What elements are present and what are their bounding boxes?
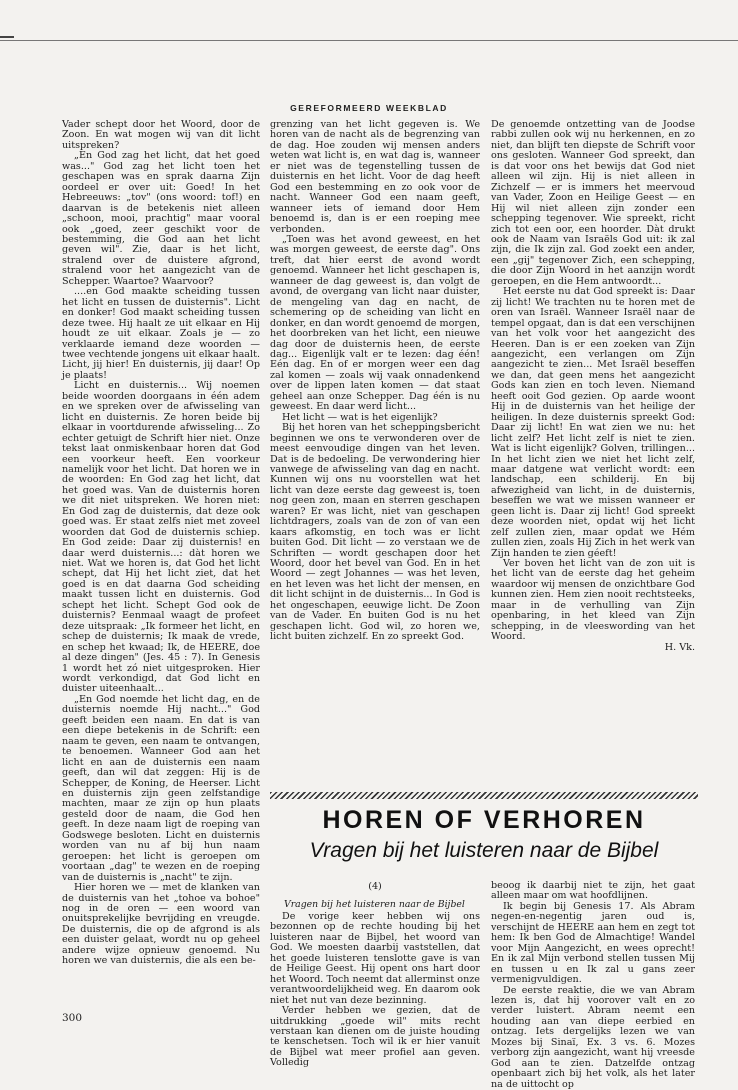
paragraph: beoog ik daarbij niet te zijn, het gaat alleen maar om wat hoofdlijnen. <box>491 880 695 902</box>
article-subheading: Vragen bij het luisteren naar de Bijbel <box>284 899 465 910</box>
author-signature: H. Vk. <box>664 641 695 653</box>
paragraph: De eerste reaktie, die we van Abram lezen is, dat hij voorover valt en zo verder luistert. Abram neemt een houding aan van diepe eerbied en ontzag. Iets dergelijks lezen we van Mozes bij Sinaï, Ex. 3 vs. 6. Mozes verborg zijn aangezicht, want hij vreesde God aan te zien. Datzelfde ontzag openbaart zich bij het volk, als het later na de uittocht op <box>491 984 695 1090</box>
paragraph: „En God zag het licht, dat het goed was..." God zag het licht toen het geschapen was en sprak daarna Zijn oordeel er over uit: Goed! In het Hebreeuws: „tov" (ons woord: tof!) en daarvan is de betekenis niet alleen „schoon, mooi, prachtig" maar vooral ook „goed, zeer geschikt voor de bestemming, die God aan het licht geven wil". Zie, daar is het licht, stralend over de duistere afgrond, stralend voor het aangezicht van de Schepper. Waartoe? Waarvoor? <box>62 150 260 287</box>
paragraph: Vader schept door het Woord, door de Zoon. En wat mogen wij van dit licht uitspreken? <box>62 119 260 151</box>
paragraph: Hier horen we — met de klanken van de duisternis van het „tohoe va bohoe" nog in de oren — een woord van onuitsprekelijke bevrijding en vreugde. De duisternis, die op de afgrond is als een duister gelaat, wordt nu op geheel andere wijze opnieuw genoemd. Nu horen we van duisternis, die als een be- <box>62 882 260 967</box>
column-2 <box>270 120 480 820</box>
paragraph: grenzing van het licht gegeven is. We horen van de nacht als de begrenzing van de dag. Hoe zouden wij mensen anders weten wat licht is, en wat dag is, wanneer er niet was de tegenstelling tussen de duisternis en het licht. Voor de dag heeft God een bestemming en zo ook voor de nacht. Wanneer God een naam geeft, wanneer iets of iemand door Hem benoemd is, dan is er een roeping mee verbonden. <box>270 119 480 235</box>
paragraph: Ver boven het licht van de zon uit is het licht van de eerste dag het geheim waardoor wij mensen de onzichtbare God kunnen zien. Hem zien nooit rechtsteeks, maar in de verhulling van Zijn openbaring, in het kleed van Zijn schepping, in de vleeswording van het Woord. <box>491 558 695 643</box>
paragraph: „En God noemde het licht dag, en de duisternis noemde Hij nacht..." God geeft beiden een naam. En dat is van een diepe betekenis in de Schrift: een naam te geven, een naam te ontvangen, te benoemen. Wanneer God aan het licht en aan de duisternis een naam geeft, dan wil dat zeggen: Hij is de Schepper, de Koning, de Heerser. Licht en duisternis zijn geen zelfstandige machten, maar ze zijn op hun plaats gesteld door de naam, die God hen geeft. In deze naam ligt de roeping van Godswege besloten. Licht en duisternis worden van nu af bij hun naam geroepen: het licht is geroepen om voortaan „dag" te wezen en de roeping van de duisternis is „nacht" te zijn. <box>62 693 260 883</box>
paragraph: Verder hebben we gezien, dat de uitdrukking „goede wil" mits recht verstaan kan dienen om de juiste houding te kenschetsen. Toch wil ik er hier vanuit de Bijbel wat meer profiel aan geven. Volledig <box>270 1005 480 1069</box>
paragraph: Het licht — wat is het eigenlijk? <box>282 411 438 423</box>
article-column-1 <box>270 911 480 1069</box>
paragraph: „Toen was het avond geweest, en het was morgen geweest, de eerste dag". Ons treft, dat hier eerst de avond wordt genoemd. Wanneer het licht geschapen is, wanneer de dag geweest is, dan volgt de avond, de overgang van licht naar duister, de mengeling van dag en nacht, de schemering op de scheiding van licht en donker, en dan wordt genoemd de morgen, het doorbreken van het licht, een nieuwe dag door de duisternis heen, de eerste dag... Eigenlijk valt er te lezen: dag één! Eén dag. En of er morgen weer een dag zal komen — zoals wij vaak onnadenkend over de lippen laten komen — dat staat geheel aan onze Schepper. Dag één is nu geweest. En daar werd licht... <box>270 233 480 413</box>
part-number: (4) <box>368 881 382 892</box>
running-header: GEREFORMEERD WEEKBLAD <box>290 103 448 113</box>
page-number: 300 <box>62 1012 83 1024</box>
paragraph: Licht en duisternis... Wij noemen beide woorden doorgaans in één adem en we spreken over de afwisseling van licht en duisternis. Ze horen beide bij elkaar in voortdurende afwisseling... Zo echter getuigt de Schrift hier niet. Onze tekst laat onmiskenbaar horen dat God een voorkeur heeft. Een voorkeur namelijk voor het licht. Dat horen we in de woorden: En God zag het licht, dat het goed was. Van de duisternis horen we dit niet uitspreken. We horen niet: En God zag de duisternis, dat deze ook goed was. Er staat zelfs niet met zoveel woorden dat God de duisternis schiep. En God zeide: Daar zij duisternis! en daar werd duisternis...: dàt horen we niet. Wat we horen is, dat God het licht schept, dat Hij het licht ziet, dat het goed is en dat daarna God scheiding maakt tussen licht en duisternis. God schept het licht. Schept God ook de duisternis? Eenmaal waagt de profeet deze uitspraak: „Ik formeer het licht, en schep de duisternis; Ik maak de vrede, en schep het kwaad; Ik, de HEERE, doe al deze dingen" (Jes. 45 : 7). In Genesis 1 wordt het zó niet uitgesproken. Hier wordt verkondigd, dat God licht en duister uiteenhaalt... <box>62 380 260 695</box>
column-1 <box>62 120 260 1070</box>
decorative-divider <box>270 792 698 799</box>
article-column-2 <box>491 880 695 1090</box>
top-rule <box>0 40 738 41</box>
article-title: HOREN OF VERHOREN <box>322 806 646 834</box>
paragraph: Ik begin bij Genesis 17. Als Abram negen-en-negentig jaren oud is, verschijnt de HEERE aan hem en zegt tot hem: Ik ben God de Almachtige! Wandel voor Mijn Aangezicht, en wees oprecht! En ik zal Mijn verbond stellen tussen Mij en tussen u en Ik zal u gans zeer vermenigvuldigen. <box>491 900 695 986</box>
paragraph: Bij het horen van het scheppingsbericht beginnen we ons te verwonderen over de meest eenvoudige dingen van het leven. Dat is de bedoeling. De verwondering hier vanwege de afwisseling van dag en nacht. Kunnen wij ons nu voorstellen wat het licht van deze eerste dag geweest is, toen nog geen zon, maan en sterren geschapen waren? Er was licht, niet van geschapen lichtdragers, zoals van de zon of van een kaars afkomstig, en toch was er licht buiten God. Dit licht — zo verstaan we de Schriften — wordt geschapen door het Woord, door het bevel van God. En in het Woord — zegt Johannes — was het leven, en het leven was het licht der mensen, en dit licht schijnt in de duisternis... In God is het ongeschapen, eeuwige licht. De Zoon van de Vader. En buiten God is nu het geschapen licht. God wil, zo horen we, licht buiten zichzelf. En zo spreekt God. <box>270 422 480 643</box>
paragraph: Het eerste nu dat God spreekt is: Daar zij licht! We trachten nu te horen met de oren van Israël. Wanneer Israël naar de tempel opgaat, dan is dat een verschijnen van het volk voor het aangezicht des Heeren. Dan is er een zoeken van Zijn aangezicht, een verlangen om Zijn aangezicht te zien... Met Israël beseffen we dan, dat geen mens het aangezicht Gods kan zien en toch leven. Niemand heeft ooit God gezien. Op aarde woont Hij in de duisternis van het heilige der heiligen. In deze duisternis spreekt God: Daar zij licht! En wat zien we nu: het licht zelf? Het licht zelf is niet te zien. Wat is licht eigenlijk? Golven, trillingen... In het licht zien we niet het licht zelf, maar datgene wat verlicht wordt: een landschap, een schilderij. En bij afwezigheid van licht, in de duisternis, beseffen we wat we missen wanneer er geen licht is. Daar zij licht! God spreekt deze woorden niet, opdat wij het licht zelf zullen zien, maar opdat we Hém zullen zien, zoals Hij Zich in het werk van Zijn handen te zien géeft! <box>491 286 695 559</box>
paragraph: De genoemde ontzetting van de Joodse rabbi zullen ook wij nu herkennen, en zo niet, dan blijft ten diepste de Schrift voor ons gesloten. Wanneer God spreekt, dan is dat voor ons het bewijs dat God niet alleen wil zijn. Hij is niet alleen in Zichzelf — er is immers het meervoud van Vader, Zoon en Heilige Geest — en Hij wil niet alleen zijn zonder een schepping tegenover. Wie spreekt, richt zich tot een oor, een hoorder. Dàt drukt ook de Naam van Israëls God uit: ik zal zijn, die Ik zijn zal. God zoekt een ander, een „gij" tegenover Zich, een schepping, die door Zijn Woord in het aanzijn wordt geroepen, en die Hem antwoordt... <box>491 119 695 287</box>
article-subtitle: Vragen bij het luisteren naar de Bijbel <box>309 839 659 862</box>
paragraph: De vorige keer hebben wij ons bezonnen op de rechte houding bij het luisteren naar de Bijbel, het woord van God. We moesten daarbij vaststellen, dat het goede luisteren tenslotte gave is van de Heilige Geest. Hij opent ons hart door het Woord. Toch neemt dat allerminst onze verantwoordelijkheid weg. En daarom ook niet het nut van deze bezinning. <box>270 911 480 1006</box>
column-3 <box>491 120 695 820</box>
paragraph: ....en God maakte scheiding tussen het licht en tussen de duisternis". Licht en donker! God maakt scheiding tussen deze twee. Hij haalt ze uit elkaar en Hij houdt ze uit elkaar. Zoals je — zo verklaarde iemand deze woorden — twee vechtende jongens uit elkaar haalt. Licht, jij hier! En duisternis, jij daar! Op je plaats! <box>62 286 260 381</box>
